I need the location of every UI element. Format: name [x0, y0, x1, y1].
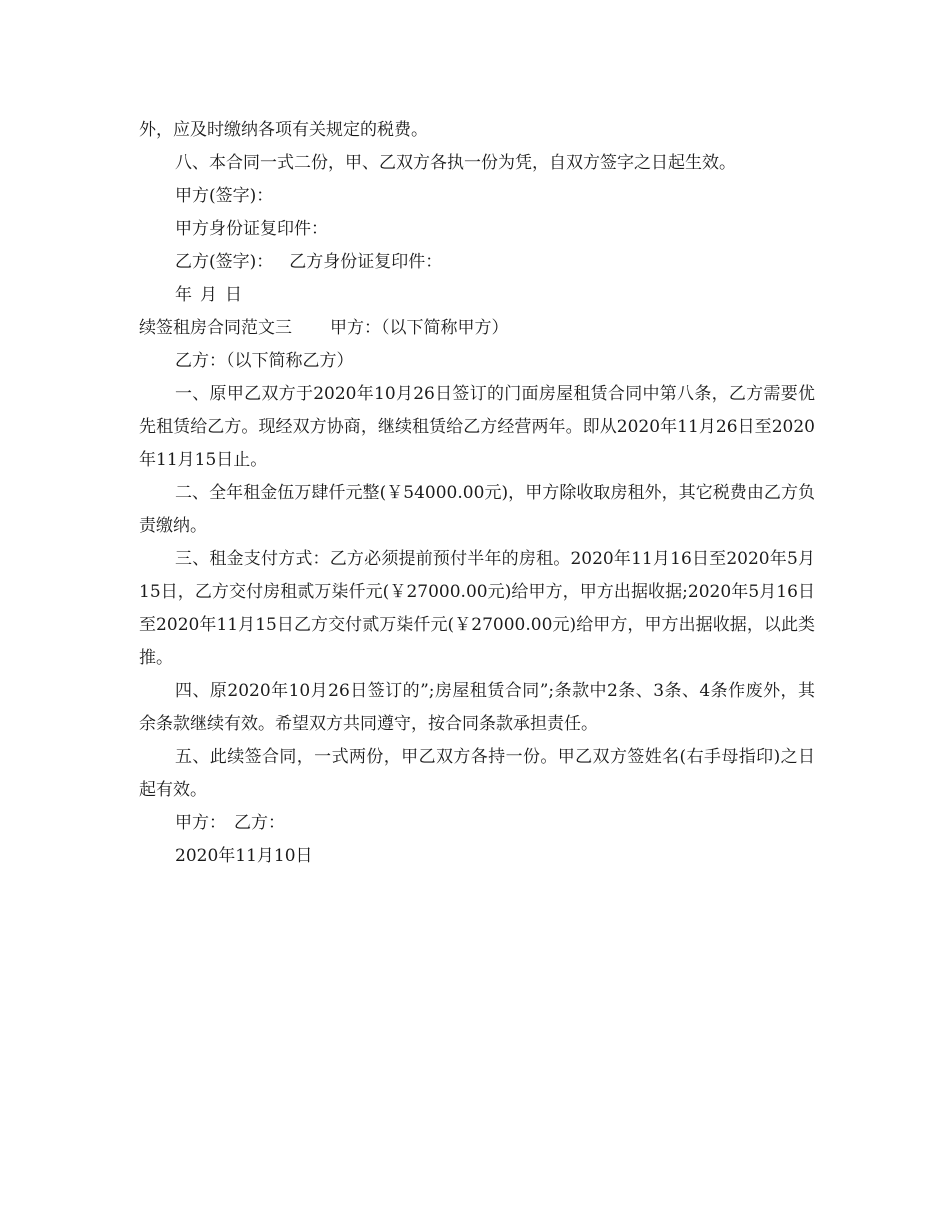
party-b-signature: 乙方(签字)： — [175, 252, 274, 272]
signing-date: 2020年11月10日 — [175, 846, 313, 866]
paragraph-clause-1: 一、原甲乙双方于2020年10月26日签订的门面房屋租赁合同中第八条，乙方需要优先租赁给乙方。现经双方协商，继续租赁给乙方经营两年。即从2020年11月26日至2020年11月15日止。 — [139, 384, 815, 470]
document-body — [139, 114, 815, 873]
date-placeholder-line — [139, 279, 815, 312]
paragraph-clause-2: 二、全年租金伍万肆仟元整(￥54000.00元)，甲方除收取房租外，其它税费由乙方负责缴纳。 — [139, 483, 815, 536]
party-b-intro: 乙方：（以下简称乙方） — [175, 351, 354, 371]
paragraph-tax-continuation: 外，应及时缴纳各项有关规定的税费。 — [139, 120, 428, 140]
section-title: 续签租房合同范文三 — [139, 318, 292, 338]
party-a-signature: 甲方(签字)： — [175, 186, 274, 206]
date-year: 年 — [175, 285, 192, 305]
signature-parties-line — [139, 807, 815, 840]
party-b-id-copy: 乙方身份证复印件： — [289, 252, 443, 272]
date-day: 日 — [225, 285, 242, 305]
paragraph-clause-3: 三、租金支付方式：乙方必须提前预付半年的房租。2020年11月16日至2020年5月15日，乙方交付房租贰万柒仟元(￥27000.00元)给甲方，甲方出据收据;2020年5月16日至2020年11月15日乙方交付贰万柒仟元(￥27000.00元)给甲方，甲方出据收据，以此类推。 — [139, 549, 815, 668]
paragraph-clause-5: 五、此续签合同，一式两份，甲乙双方各持一份。甲乙双方签姓名(右手母指印)之日起有效。 — [139, 747, 815, 800]
party-a-intro: 甲方：（以下简称甲方） — [330, 318, 509, 338]
paragraph-clause-4: 四、原2020年10月26日签订的”;房屋租赁合同”;条款中2条、3条、4条作废外，其余条款继续有效。希望双方共同遵守，按合同条款承担责任。 — [139, 681, 815, 734]
signature-party-a: 甲方： — [175, 813, 226, 833]
date-month: 月 — [200, 285, 217, 305]
party-a-id-copy: 甲方身份证复印件： — [175, 219, 328, 239]
paragraph-clause-8: 八、本合同一式二份，甲、乙双方各执一份为凭，自双方签字之日起生效。 — [175, 153, 736, 173]
section-heading-line — [139, 312, 815, 345]
party-b-signature-line — [139, 246, 815, 279]
signature-party-b: 乙方： — [234, 813, 285, 833]
